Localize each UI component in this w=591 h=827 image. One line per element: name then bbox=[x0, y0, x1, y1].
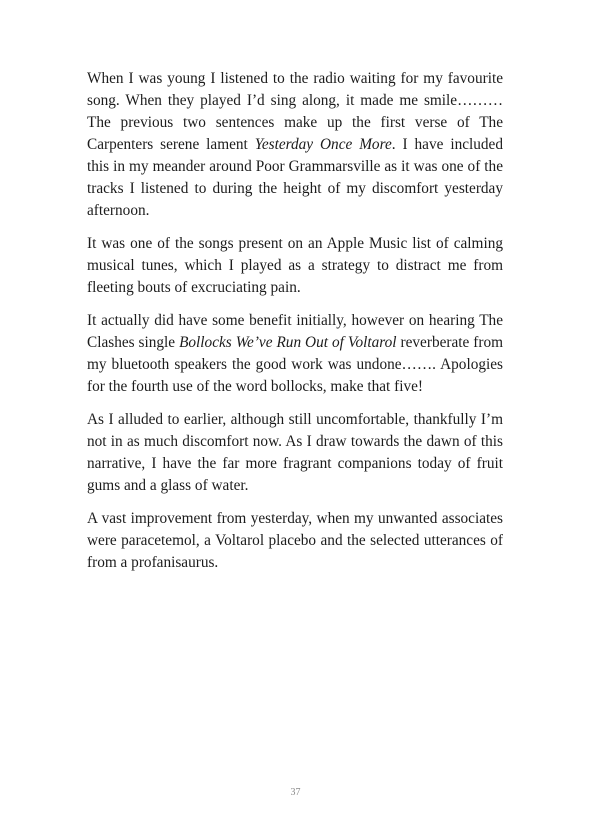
paragraph-1 bbox=[87, 68, 503, 222]
paragraph-3-text-end: reverberate from my bluetooth speakers the good work was undone……. Apologies for the fourth use of the word bollocks, make that five! bbox=[87, 334, 503, 395]
paragraph-3 bbox=[87, 310, 503, 398]
paragraph-1-text: When I was young I listened to the radio waiting for my favourite song. When they played I’d sing along, it made me smile……… The previous two sentences make up the first verse of The Carpenters serene lament bbox=[87, 70, 503, 153]
song-title-yesterday-once-more: Yesterday Once More bbox=[254, 136, 392, 153]
paragraph-4 bbox=[87, 409, 503, 497]
paragraph-2 bbox=[87, 233, 503, 299]
page-number: 37 bbox=[290, 787, 301, 798]
body-text bbox=[87, 68, 503, 585]
song-title-bollocks: Bollocks We’ve Run Out of Voltarol bbox=[179, 334, 397, 351]
paragraph-5 bbox=[87, 508, 503, 574]
paragraph-2-text: It was one of the songs present on an Apple Music list of calming musical tunes, which I played as a strategy to distract me from fleeting bouts of excruciating pain. bbox=[87, 235, 503, 296]
paragraph-3-text: It actually did have some benefit initially, however on hearing The Clashes single bbox=[87, 312, 503, 351]
paragraph-5-text: A vast improvement from yesterday, when my unwanted associates were paracetemol, a Voltarol placebo and the selected utterances of from a profanisaurus. bbox=[87, 510, 503, 571]
paragraph-4-text: As I alluded to earlier, although still uncomfortable, thankfully I’m not in as much discomfort now. As I draw towards the dawn of this narrative, I have the far more fragrant companions today of fruit gums and a glass of water. bbox=[87, 411, 503, 494]
paragraph-1-text-end: . I have included this in my meander around Poor Grammarsville as it was one of the tracks I listened to during the height of my discomfort yesterday afternoon. bbox=[87, 136, 503, 219]
